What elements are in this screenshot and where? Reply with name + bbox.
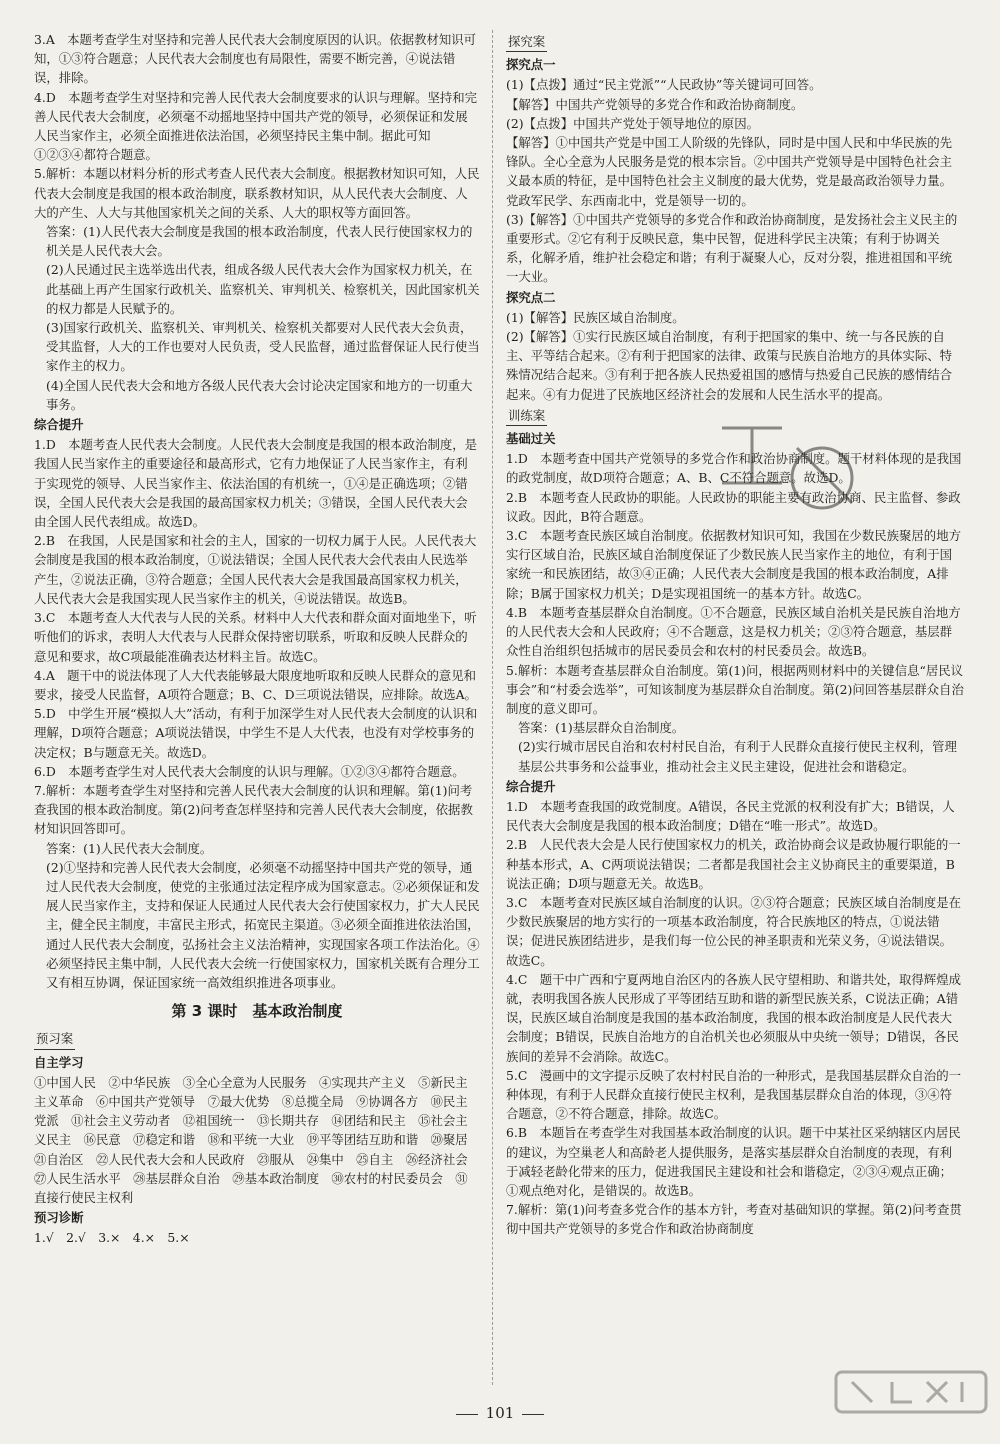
section-heading: 自主学习 bbox=[34, 1054, 84, 1070]
answer-item: 3.C 本题考查对民族区域自治制度的认识。②③符合题意；民族区域自治制度是在少数民族聚居的地方实行的一项基本政治制度，符合民族地区的特点，①说法错误；促进民族团结进步，是我们每一位公民的神圣职责和光荣义务，④说法错误。故选C。 bbox=[506, 894, 961, 968]
answer-item: 4.B 本题考查基层群众自治制度。①不合题意，民族区域自治机关是民族自治地方的人民代表大会和人民政府；④不合题意，这是权力机关；②③符合题意，基层群众性自治组织包括城市的居民委员会和农村的村民委员会。故选B。 bbox=[506, 604, 961, 659]
answer-item: 答案：(1)人民代表大会制度是我国的根本政治制度，代表人民行使国家权力的机关是人民代表大会。 bbox=[46, 224, 473, 259]
page-number-footer bbox=[0, 1404, 1000, 1422]
answer-item: 2.B 在我国，人民是国家和社会的主人，国家的一切权力属于人民。人民代表大会制度是我国的根本政治制度，①说法错误；全国人民代表大会代表由人民选举产生，②说法正确，③符合题意；全国人民代表大会是我国最高国家权力机关，人民代表大会是我国实现人民当家作主的机关，④说法错误。故选B。 bbox=[34, 533, 477, 606]
answer-item: (2)实行城市居民自治和农村村民自治，有利于人民群众直接行使民主权利，管理基层公共事务和公益事业，推动社会主义民主建设，促进社会和谐稳定。 bbox=[518, 739, 957, 774]
section-heading: 探究点一 bbox=[506, 57, 556, 73]
answer-item: (2)【点拨】中国共产党处于领导地位的原因。 bbox=[506, 115, 759, 131]
section-label: 探究案 bbox=[506, 32, 547, 52]
answer-item: 5.C 漫画中的文字提示反映了农村村民自治的一种形式，是我国基层群众自治的一种体现，有利于人民群众直接行使民主权利，是我国基层群众自治的体现，③④符合题意，②不符合题意，排除。故选C。 bbox=[506, 1067, 961, 1122]
answer-item: 3.C 本题考查民族区域自治制度。依据教材知识可知，我国在少数民族聚居的地方实行区域自治，民族区域自治制度保证了少数民族人民当家作主的地位，有利于国家统一和民族团结，故③④正确；人民代表大会制度是我国的根本政治制度，A排除；B属于国家权力机关；D是实现祖国统一的基本方针。故选C。 bbox=[506, 528, 961, 601]
answer-item: 5.解析：本题考查基层群众自治制度。第(1)问，根据两则材料中的关键信息“居民议事会”和“村委会选举”，可知该制度为基层群众自治制度。第(2)问回答基层群众自治制度的意义即可。 bbox=[506, 662, 964, 716]
diagnosis-answers: 1.√ 2.√ 3.× 4.× 5.× bbox=[34, 1230, 190, 1246]
answer-item: 2.B 人民代表大会是人民行使国家权力的机关，政治协商会议是政协履行职能的一种基本形式，A、C两项说法错误；二者都是我国社会主义协商民主的重要渠道，B说法正确；D项与题意无关。故选B。 bbox=[506, 837, 961, 891]
left-column bbox=[34, 30, 480, 1248]
section-heading: 预习诊断 bbox=[34, 1210, 84, 1226]
answer-item: 答案：(1)基层群众自治制度。 bbox=[518, 720, 685, 736]
answer-item: 3.A 本题考查学生对坚持和完善人民代表大会制度原因的认识。依据教材知识可知，①③符合题意；人民代表大会制度也有局限性，需要不断完善，④说法错误，排除。 bbox=[34, 32, 477, 86]
answer-item: (3)【解答】①中国共产党领导的多党合作和政治协商制度，是发扬社会主义民主的重要形式。②它有利于反映民意，集中民智，促进科学民主决策；有利于协调关系，化解矛盾，维护社会稳定和谐；有利于凝聚人心，反对分裂，推进祖国和平统一大业。 bbox=[506, 211, 958, 285]
section-heading: 基础过关 bbox=[506, 431, 556, 447]
answer-item: 【解答】中国共产党领导的多党合作和政治协商制度。 bbox=[506, 96, 804, 112]
section-heading: 探究点二 bbox=[506, 289, 556, 305]
answer-item: 4.C 题干中广西和宁夏两地自治区内的各族人民守望相助、和谐共处，取得辉煌成就，表明我国各族人民形成了平等团结互助和谐的新型民族关系，C说法正确；A错误，民族区域自治制度是我国的基本政治制度，我国的根本政治制度是人民代表大会制度；B错误，民族自治地方的自治机关也必须服从中央统一领导；D错误，各民族间的差异不会消除。故选C。 bbox=[506, 971, 961, 1064]
column-divider bbox=[492, 30, 493, 1385]
answer-item: 5.D 中学生开展“模拟人大”活动，有利于加深学生对人民代表大会制度的认识和理解，D项符合题意；A项说法错误，中学生不是人大代表，也没有对学校事务的决定权；B与题意无关。故选D。 bbox=[34, 706, 478, 760]
answer-item: 1.D 本题考查中国共产党领导的多党合作和政治协商制度。题干材料体现的是我国的政党制度，故D项符合题意；A、B、C不符合题意。故选D。 bbox=[506, 451, 962, 486]
answer-item: 4.D 本题考查学生对坚持和完善人民代表大会制度要求的认识与理解。坚持和完善人民代表大会制度，必须毫不动摇地坚持中国共产党的领导，必须保证和发展人民当家作主，必须全面推进依法治国，必须坚持民主集中制。据此可知①②③④都符合题意。 bbox=[34, 89, 478, 163]
answer-item: 答案：(1)人民代表大会制度。 bbox=[46, 840, 213, 856]
answer-item: 6.D 本题考查学生对人民代表大会制度的认识与理解。①②③④都符合题意。 bbox=[34, 763, 465, 779]
right-column bbox=[506, 30, 964, 1239]
answer-item: 1.D 本题考查人民代表大会制度。人民代表大会制度是我国的根本政治制度，是我国人民当家作主的重要途径和最高形式，它有力地保证了人民当家作主，有利于实现党的领导、人民当家作主、依法治国的有机统一，①④是正确选项；②错误，全国人民代表大会是我国的最高国家权力机关；③错误，全国人民代表大会由全国人民代表组成。故选D。 bbox=[34, 437, 478, 530]
page-number: 101 bbox=[485, 1404, 515, 1422]
answer-item: 7.解析：本题考查学生对坚持和完善人民代表大会制度的认识和理解。第(1)问考查我国的根本政治制度。第(2)问考查怎样坚持和完善人民代表大会制度，依据教材知识回答即可。 bbox=[34, 782, 473, 837]
answer-item: 7.解析：第(1)问考查多党合作的基本方针，考查对基础知识的掌握。第(2)问考查贯彻中国共产党领导的多党合作和政治协商制度 bbox=[506, 1202, 962, 1237]
answer-item: (2)【解答】①实行民族区域自治制度，有利于把国家的集中、统一与各民族的自主、平等结合起来。②有利于把国家的法律、政策与民族自治地方的具体实际、特殊情况结合起来。③有利于把各族人民热爱祖国的感情与热爱自己民族的感情结合起来。④有力促进了民族地区经济社会的发展和人民生活水平的提高。 bbox=[506, 329, 953, 402]
stamp-logo bbox=[712, 408, 902, 528]
fill-answers: ①中国人民 ②中华民族 ③全心全意为人民服务 ④实现共产主义 ⑤新民主主义革命 ⑥中国共产党领导 ⑦最大优势 ⑧总揽全局 ⑨协调各方 ⑩民主党派 ⑪社会主义劳动者 ⑫祖国统一 ⑬长期共存 ⑭团结和民主 ⑮社会主义民主 ⑯民意 ⑰稳定和谐 ⑱和平统一大业 ⑲平等团结互助和谐 ⑳聚居 ㉑自治区 ㉒人民代表大会和人民政府 ㉓服从 ㉔集中 ㉕自主 ㉖经济社会 ㉗人民生活水平 ㉘基层群众自治 ㉙基本政治制度 ㉚农村的村民委员会 ㉛直接行使民主权利 bbox=[34, 1074, 481, 1205]
answer-item: 4.A 题干中的说法体现了人大代表能够最大限度地听取和反映人民群众的意见和要求，接受人民监督，A项符合题意；B、C、D三项说法错误，应排除。故选A。 bbox=[34, 667, 477, 702]
answer-item: (1)【点拨】通过“民主党派”“人民政协”等关键词可回答。 bbox=[506, 77, 822, 93]
answer-item: 【解答】①中国共产党是中国工人阶级的先锋队，同时是中国人民和中华民族的先锋队。全心全意为人民服务是党的根本宗旨。②中国共产党领导是中国特色社会主义最本质的特征，是中国特色社会主义制度的最大优势，党是最高政治领导力量。党政军民学、东西南北中，党是领导一切的。 bbox=[506, 135, 953, 208]
answer-item: (1)【解答】民族区域自治制度。 bbox=[506, 309, 685, 325]
section-heading: 综合提升 bbox=[506, 778, 556, 794]
answer-item: 1.D 本题考查我国的政党制度。A错误，各民主党派的权利没有扩大；B错误，人民代表大会制度是我国的根本政治制度；D错在“唯一形式”。故选D。 bbox=[506, 798, 955, 834]
answer-item: 6.B 本题旨在考查学生对我国基本政治制度的认识。题干中某社区采纳辖区内居民的建议，为空巢老人和高龄老人提供服务，是落实基层群众自治制度的表现，有利于减轻老龄化带来的压力，促进我国民主建设和社会和谐稳定，②③④观点正确；①观点绝对化，是错误的。故选B。 bbox=[506, 1125, 961, 1198]
answer-item: (2)人民通过民主选举选出代表，组成各级人民代表大会作为国家权力机关，在此基础上再产生国家行政机关、监察机关、审判机关、检察机关，因此国家机关的权力都是人民赋予的。 bbox=[46, 262, 480, 316]
dash-right bbox=[522, 1414, 544, 1415]
lesson-title: 第 3 课时 基本政治制度 bbox=[171, 1002, 343, 1021]
section-label: 预习案 bbox=[34, 1029, 75, 1049]
answer-item: 2.B 本题考查人民政协的职能。人民政协的职能主要有政治协商、民主监督、参政议政。因此，B符合题意。 bbox=[506, 489, 961, 524]
answer-item: 5.解析：本题以材料分析的形式考查人民代表大会制度。根据教材知识可知，人民代表大会制度是我国的根本政治制度，联系教材知识，从人民代表大会制度、人大的产生、人大与其他国家机关之间的关系、人大的职权等方面回答。 bbox=[34, 166, 480, 220]
watermark-logo bbox=[832, 1366, 992, 1436]
answer-item: (2)①坚持和完善人民代表大会制度，必须毫不动摇坚持中国共产党的领导，通过人民代表大会制度，使党的主张通过法定程序成为国家意志。②必须保证和发展人民当家作主，支持和保证人民通过人民代表大会行使国家权力，扩大人民民主，健全民主制度，丰富民主形式，拓宽民主渠道。③必须全面推进依法治国，通过人民代表大会制度，弘扬社会主义法治精神，实现国家各项工作法治化。④必须坚持民主集中制，人民代表大会统一行使国家权力，国家机关既有合理分工又有相互协调，保证国家统一高效组织推进各项事业。 bbox=[46, 859, 480, 990]
answer-item: 3.C 本题考查人大代表与人民的关系。材料中人大代表和群众面对面地坐下，听听他们的诉求，表明人大代表与人民群众保持密切联系，听取和反映人民群众的意见和要求，故C项最能准确表达材料主旨。故选C。 bbox=[34, 610, 477, 664]
answer-item: (3)国家行政机关、监察机关、审判机关、检察机关都要对人民代表大会负责，受其监督，人大的工作也要对人民负责，受人民监督，通过监督保证人民行使当家作主的权力。 bbox=[46, 320, 480, 374]
section-heading: 综合提升 bbox=[34, 417, 84, 433]
answer-item: (4)全国人民代表大会和地方各级人民代表大会讨论决定国家和地方的一切重大事务。 bbox=[46, 377, 473, 412]
section-label: 训练案 bbox=[506, 406, 547, 426]
dash-left bbox=[456, 1414, 478, 1415]
